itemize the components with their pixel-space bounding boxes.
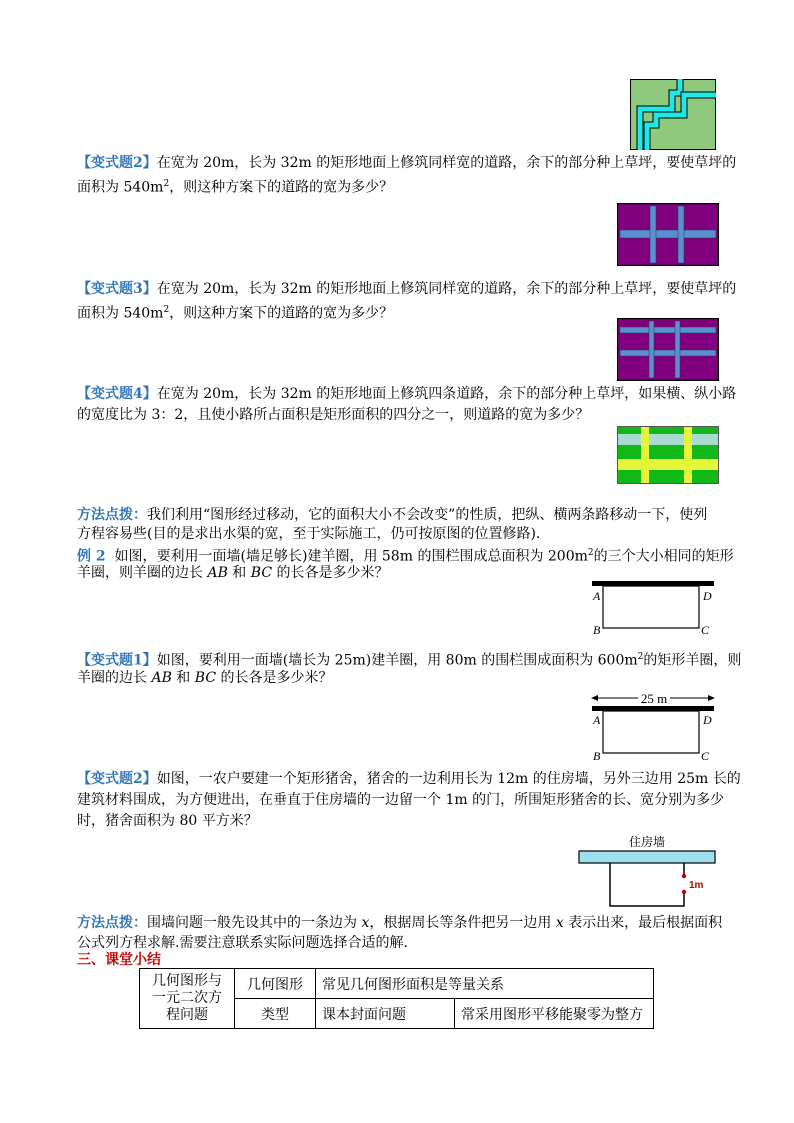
- lawn-road-figure-1: [630, 79, 716, 150]
- summary-table: [139, 968, 654, 1029]
- wall-length-label: 25 m: [640, 691, 668, 706]
- house-wall-label: 住房墙: [628, 835, 666, 849]
- variant-2b-line-3: 时，猪舍面积为 80 平方米？: [77, 813, 258, 829]
- sheep-pen-figure-1: [588, 578, 718, 638]
- label-c: C: [701, 749, 710, 763]
- striped-lawn-figure: [617, 426, 719, 484]
- sheep-pen-figure-2: [588, 688, 718, 764]
- summary-topic-cell: 几何图形与 一元二次方 程问题: [140, 969, 235, 1029]
- method-tip-1-line-2: 方程容易些(目的是求出水渠的宽，至于实际施工，仍可按原图的位置修路).: [77, 526, 541, 542]
- label-a: A: [593, 713, 601, 727]
- label-c: C: [701, 623, 710, 637]
- variant-2a-line-2: 面积为 $540m^2$，则这种方案下的道路的宽为多少？: [77, 179, 394, 196]
- variant-1b-line-1: 【变式题1】如图，要利用一面墙(墙长为 25m)建羊圈，用 80m 的围栏围成面积为 $600m^2$的矩形羊圈，则: [77, 652, 742, 669]
- variant-4-line-2: 的宽度比为 3：2，且使小路所占面积是矩形面积的四分之一，则道路的宽为多少？: [77, 407, 590, 423]
- summary-type-label: 类型: [235, 999, 316, 1029]
- method-tip-1-line-1: 方法点拨：我们利用“图形经过移动，它的面积大小不会改变”的性质，把纵、横两条路移动一下，使列: [77, 507, 708, 523]
- variant-4-line-1: 【变式题4】在宽为 20m，长为 32m 的矩形地面上修筑四条道路，余下的部分种上草坪，如果横、纵小路: [77, 386, 737, 402]
- variant-3-line-1: 【变式题3】在宽为 20m，长为 32m 的矩形地面上修筑同样宽的道路，余下的部分种上草坪，要使草坪的: [77, 281, 737, 297]
- method-tip-2-line-2: 公式列方程求解.需要注意联系实际问题选择合适的解.: [77, 935, 408, 951]
- variant-2b-line-2: 建筑材料围成，为方便进出，在垂直于住房墙的一边留一个 1m 的门，所围矩形猪舍的长、宽分别为多少: [77, 792, 725, 808]
- example-2-line-1: 例 2 如图，要利用一面墙(墙足够长)建羊圈，用 58m 的围栏围成总面积为 $200m^2$的三个大小相同的矩形: [77, 548, 734, 565]
- label-d: D: [703, 713, 712, 727]
- example-2-line-2: 羊圈，则羊圈的边长 AB 和 BC 的长各是多少米？: [77, 565, 389, 581]
- purple-road-figure-2: [617, 318, 719, 381]
- label-d: D: [703, 589, 712, 603]
- door-label: 1m: [689, 880, 704, 891]
- variant-2b-line-1: 【变式题2】如图，一农户要建一个矩形猪舍，猪舍的一边利用长为 12m 的住房墙，另外三边用 25m 长的: [77, 771, 741, 787]
- summary-geometry-label: 几何图形: [235, 969, 316, 999]
- variant-1b-line-2: 羊圈的边长 AB 和 BC 的长各是多少米？: [77, 670, 333, 686]
- label-b: B: [593, 623, 601, 637]
- summary-heading: 三、课堂小结: [77, 952, 161, 968]
- summary-type-value-1: 课本封面问题: [316, 999, 455, 1029]
- label-b: B: [593, 749, 601, 763]
- purple-road-figure-1: [617, 203, 719, 266]
- pig-pen-figure: [578, 830, 718, 910]
- variant-2a-line-1: 【变式题2】在宽为 20m，长为 32m 的矩形地面上修筑同样宽的道路，余下的部分种上草坪，要使草坪的: [77, 155, 737, 171]
- label-a: A: [593, 589, 601, 603]
- summary-geometry-value: 常见几何图形面积是等量关系: [316, 969, 654, 999]
- summary-type-value-2: 常采用图形平移能聚零为整方: [455, 999, 654, 1029]
- variant-3-line-2: 面积为 $540m^2$，则这种方案下的道路的宽为多少？: [77, 305, 394, 322]
- method-tip-2-line-1: 方法点拨：围墙问题一般先设其中的一条边为 x，根据周长等条件把另一边用 x 表示出来，最后根据面积: [77, 915, 723, 931]
